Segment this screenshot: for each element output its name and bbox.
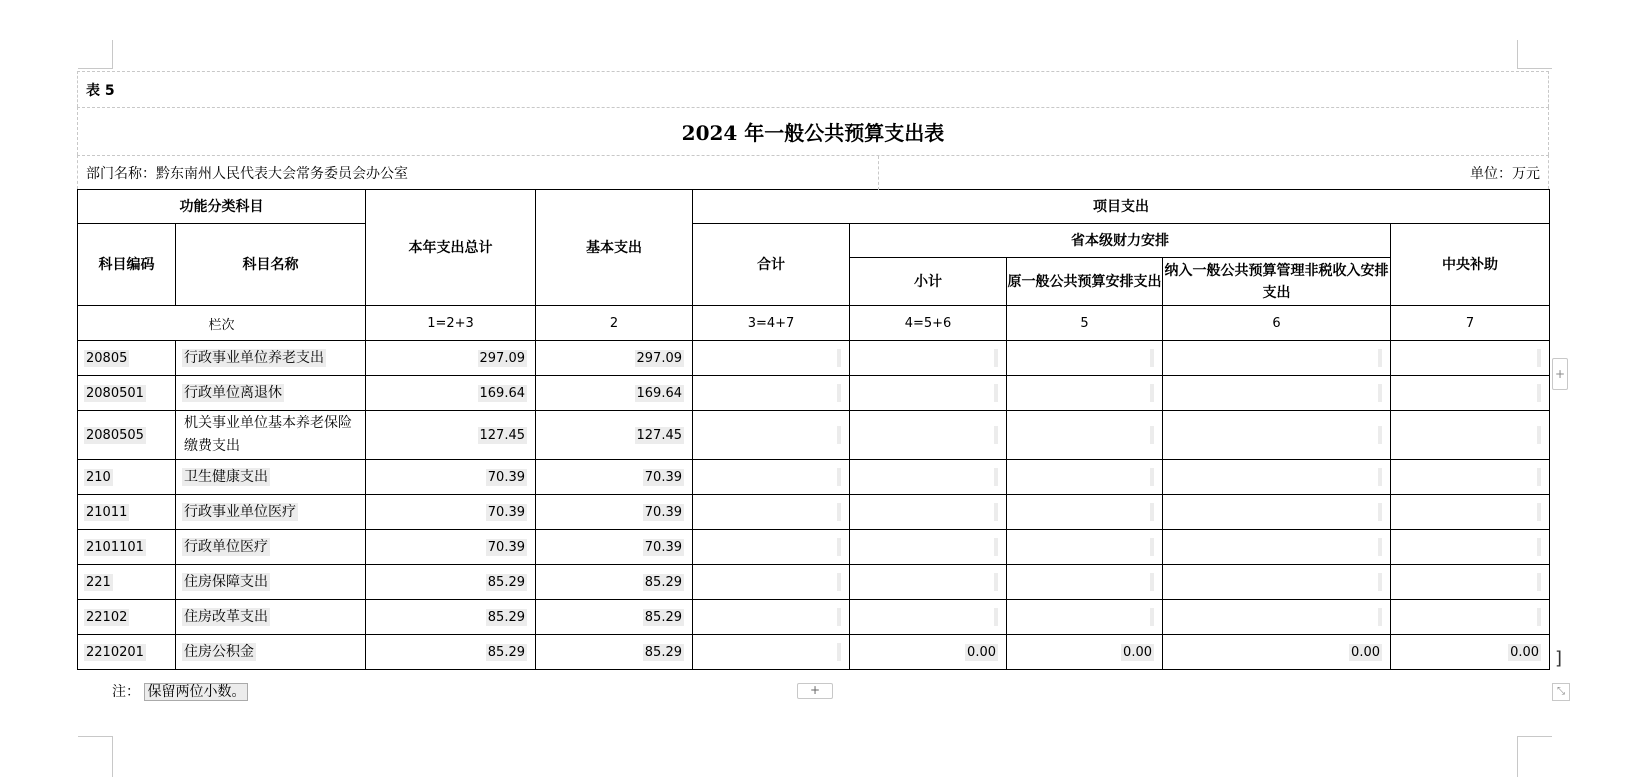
central-value xyxy=(1537,503,1541,521)
index-col: 7 xyxy=(1391,306,1550,341)
sum-value xyxy=(837,349,841,367)
name-text: 住房公积金 xyxy=(184,643,254,660)
cell-basic[interactable] xyxy=(536,376,693,411)
cell-central[interactable] xyxy=(1391,565,1550,600)
central-value xyxy=(1537,538,1541,556)
cell-central[interactable] xyxy=(1391,635,1550,670)
table-row xyxy=(78,341,1550,376)
index-col: 6 xyxy=(1163,306,1391,341)
cell-subtotal[interactable] xyxy=(850,565,1007,600)
table-label: 表 5 xyxy=(77,71,1549,107)
table-row xyxy=(78,530,1550,565)
sum-value xyxy=(837,573,841,591)
basic-value: 70.39 xyxy=(644,539,682,555)
cell-total[interactable] xyxy=(366,341,536,376)
dept-row xyxy=(77,155,1549,189)
nontax-value xyxy=(1378,426,1382,444)
cell-total[interactable] xyxy=(366,411,536,460)
nontax-value: 0.00 xyxy=(1351,644,1380,660)
cell-orig[interactable] xyxy=(1007,495,1163,530)
name-text: 住房保障支出 xyxy=(184,573,268,590)
header-subtotal: 小计 xyxy=(850,258,1007,306)
subtotal-value xyxy=(994,503,998,521)
cell-nontax[interactable] xyxy=(1163,600,1391,635)
cell-code[interactable] xyxy=(78,495,176,530)
basic-value: 85.29 xyxy=(644,644,682,660)
subtotal-value xyxy=(994,349,998,367)
orig-value xyxy=(1150,349,1154,367)
sum-value xyxy=(837,608,841,626)
index-col: 2 xyxy=(536,306,693,341)
code-text: 221 xyxy=(86,574,111,590)
cell-orig[interactable] xyxy=(1007,635,1163,670)
cell-basic[interactable] xyxy=(536,460,693,495)
code-text: 2080501 xyxy=(86,385,144,401)
cell-subtotal[interactable] xyxy=(850,411,1007,460)
cell-subtotal[interactable] xyxy=(850,341,1007,376)
nontax-value xyxy=(1378,538,1382,556)
cell-orig[interactable] xyxy=(1007,530,1163,565)
name-text: 行政单位离退休 xyxy=(184,384,282,401)
cell-code[interactable] xyxy=(78,376,176,411)
cell-sum[interactable] xyxy=(693,460,850,495)
cell-sum[interactable] xyxy=(693,530,850,565)
subtotal-value xyxy=(994,426,998,444)
table-body xyxy=(78,341,1550,670)
add-column-button[interactable]: + xyxy=(1552,358,1568,390)
code-text: 20805 xyxy=(86,350,128,366)
subtotal-value xyxy=(994,573,998,591)
note-text[interactable]: 保留两位小数。 xyxy=(144,683,248,701)
nontax-value xyxy=(1378,608,1382,626)
unit-label: 单位：万元 xyxy=(1470,165,1540,182)
cell-code[interactable] xyxy=(78,565,176,600)
cell-orig[interactable] xyxy=(1007,460,1163,495)
code-text: 21011 xyxy=(86,504,128,520)
code-text: 2210201 xyxy=(86,644,144,660)
header-prov: 省本级财力安排 xyxy=(850,224,1391,258)
basic-value: 70.39 xyxy=(644,469,682,485)
total-value: 70.39 xyxy=(487,539,525,555)
cell-name[interactable] xyxy=(176,635,366,670)
sum-value xyxy=(837,643,841,661)
cell-basic[interactable] xyxy=(536,600,693,635)
nontax-value xyxy=(1378,349,1382,367)
table-resize-icon[interactable]: ⤡ xyxy=(1552,683,1570,701)
cell-name[interactable] xyxy=(176,495,366,530)
cell-total[interactable] xyxy=(366,635,536,670)
cell-central[interactable] xyxy=(1391,460,1550,495)
name-text: 行政事业单位养老支出 xyxy=(184,349,324,366)
central-value xyxy=(1537,468,1541,486)
cell-name[interactable] xyxy=(176,600,366,635)
central-value xyxy=(1537,573,1541,591)
header-project: 项目支出 xyxy=(693,190,1550,224)
total-value: 70.39 xyxy=(487,504,525,520)
nontax-value xyxy=(1378,468,1382,486)
sum-value xyxy=(837,468,841,486)
central-value xyxy=(1537,426,1541,444)
table-row xyxy=(78,376,1550,411)
total-value: 85.29 xyxy=(487,644,525,660)
subtotal-value xyxy=(994,608,998,626)
orig-value xyxy=(1150,426,1154,444)
name-text: 行政事业单位医疗 xyxy=(184,503,296,520)
total-value: 169.64 xyxy=(479,385,525,401)
header-nontax: 纳入一般公共预算管理非税收入安排支出 xyxy=(1163,258,1391,306)
table-row xyxy=(78,600,1550,635)
page-title: 2024 年一般公共预算支出表 xyxy=(77,107,1549,155)
cell-nontax[interactable] xyxy=(1163,530,1391,565)
cell-subtotal[interactable] xyxy=(850,635,1007,670)
cell-total[interactable] xyxy=(366,600,536,635)
index-col: 1=2+3 xyxy=(366,306,536,341)
dept-label: 部门名称：黔东南州人民代表大会常务委员会办公室 xyxy=(86,165,408,182)
orig-value xyxy=(1150,384,1154,402)
table-row xyxy=(78,411,1550,460)
cell-name[interactable] xyxy=(176,341,366,376)
cell-name[interactable] xyxy=(176,530,366,565)
header-sum: 合计 xyxy=(693,224,850,306)
sum-value xyxy=(837,538,841,556)
name-text: 行政单位医疗 xyxy=(184,538,268,555)
cell-orig[interactable] xyxy=(1007,376,1163,411)
cell-total[interactable] xyxy=(366,495,536,530)
add-row-button[interactable]: + xyxy=(797,683,833,699)
dept-divider xyxy=(878,156,879,190)
cell-name[interactable] xyxy=(176,565,366,600)
name-text: 卫生健康支出 xyxy=(184,468,268,485)
sum-value xyxy=(837,503,841,521)
table-row xyxy=(78,565,1550,600)
cell-central[interactable] xyxy=(1391,341,1550,376)
index-label: 栏次 xyxy=(78,306,366,341)
code-text: 210 xyxy=(86,469,111,485)
subtotal-value: 0.00 xyxy=(967,644,996,660)
cell-nontax[interactable] xyxy=(1163,411,1391,460)
cell-nontax[interactable] xyxy=(1163,635,1391,670)
basic-value: 297.09 xyxy=(636,350,682,366)
basic-value: 127.45 xyxy=(636,427,682,443)
cell-nontax[interactable] xyxy=(1163,495,1391,530)
total-value: 85.29 xyxy=(487,609,525,625)
cell-nontax[interactable] xyxy=(1163,376,1391,411)
cell-subtotal[interactable] xyxy=(850,530,1007,565)
cell-subtotal[interactable] xyxy=(850,376,1007,411)
header-total: 本年支出总计 xyxy=(366,190,536,306)
cell-orig[interactable] xyxy=(1007,600,1163,635)
basic-value: 85.29 xyxy=(644,609,682,625)
orig-value xyxy=(1150,538,1154,556)
name-text: 住房改革支出 xyxy=(184,608,268,625)
subtotal-value xyxy=(994,468,998,486)
subtotal-value xyxy=(994,538,998,556)
central-value xyxy=(1537,608,1541,626)
index-col: 4=5+6 xyxy=(850,306,1007,341)
crop-mark-top-left xyxy=(78,40,113,69)
cell-total[interactable] xyxy=(366,376,536,411)
cell-orig[interactable] xyxy=(1007,341,1163,376)
budget-table xyxy=(77,189,1550,670)
cell-sum[interactable] xyxy=(693,600,850,635)
nontax-value xyxy=(1378,384,1382,402)
cell-basic[interactable] xyxy=(536,495,693,530)
header-central: 中央补助 xyxy=(1391,224,1550,306)
note-prefix: 注： xyxy=(112,684,140,700)
header-orig: 原一般公共预算安排支出 xyxy=(1007,258,1163,306)
orig-value xyxy=(1150,608,1154,626)
sum-value xyxy=(837,384,841,402)
total-value: 297.09 xyxy=(479,350,525,366)
cell-sum[interactable] xyxy=(693,341,850,376)
cell-code[interactable] xyxy=(78,341,176,376)
table-row xyxy=(78,460,1550,495)
header-code: 科目编码 xyxy=(78,224,176,306)
document-page xyxy=(77,71,1549,670)
header-func-class: 功能分类科目 xyxy=(78,190,366,224)
cell-orig[interactable] xyxy=(1007,411,1163,460)
cell-nontax[interactable] xyxy=(1163,341,1391,376)
central-value xyxy=(1537,384,1541,402)
cell-sum[interactable] xyxy=(693,376,850,411)
cell-basic[interactable] xyxy=(536,635,693,670)
cell-sum[interactable] xyxy=(693,495,850,530)
cell-total[interactable] xyxy=(366,460,536,495)
cell-name[interactable] xyxy=(176,460,366,495)
sum-value xyxy=(837,426,841,444)
central-value: 0.00 xyxy=(1510,644,1540,660)
cell-basic[interactable] xyxy=(536,341,693,376)
index-col: 5 xyxy=(1007,306,1163,341)
cell-code[interactable] xyxy=(78,600,176,635)
cell-subtotal[interactable] xyxy=(850,600,1007,635)
name-text: 机关事业单位基本养老保险缴费支出 xyxy=(184,415,352,454)
cell-central[interactable] xyxy=(1391,376,1550,411)
cell-orig[interactable] xyxy=(1007,565,1163,600)
cell-sum[interactable] xyxy=(693,635,850,670)
cell-code[interactable] xyxy=(78,635,176,670)
header-basic: 基本支出 xyxy=(536,190,693,306)
header-name: 科目名称 xyxy=(176,224,366,306)
cell-nontax[interactable] xyxy=(1163,565,1391,600)
crop-mark-bottom-right xyxy=(1517,736,1552,777)
orig-value: 0.00 xyxy=(1123,644,1152,660)
orig-value xyxy=(1150,468,1154,486)
cell-central[interactable] xyxy=(1391,495,1550,530)
total-value: 70.39 xyxy=(487,469,525,485)
orig-value xyxy=(1150,503,1154,521)
code-text: 22102 xyxy=(86,609,128,625)
crop-mark-top-right xyxy=(1517,40,1552,69)
cell-nontax[interactable] xyxy=(1163,460,1391,495)
basic-value: 85.29 xyxy=(644,574,682,590)
crop-mark-bottom-left xyxy=(78,736,113,777)
cell-name[interactable] xyxy=(176,376,366,411)
basic-value: 70.39 xyxy=(644,504,682,520)
cell-name[interactable] xyxy=(176,411,366,460)
table-note xyxy=(112,681,248,701)
basic-value: 169.64 xyxy=(636,385,682,401)
cell-code[interactable] xyxy=(78,460,176,495)
table-row xyxy=(78,495,1550,530)
orig-value xyxy=(1150,573,1154,591)
bracket-mark: ] xyxy=(1555,648,1563,669)
index-row xyxy=(78,306,1550,341)
cell-code[interactable] xyxy=(78,411,176,460)
cell-sum[interactable] xyxy=(693,565,850,600)
cell-subtotal[interactable] xyxy=(850,495,1007,530)
cell-central[interactable] xyxy=(1391,530,1550,565)
subtotal-value xyxy=(994,384,998,402)
central-value xyxy=(1537,349,1541,367)
cell-total[interactable] xyxy=(366,565,536,600)
code-text: 2080505 xyxy=(86,427,144,443)
nontax-value xyxy=(1378,503,1382,521)
total-value: 85.29 xyxy=(487,574,525,590)
cell-subtotal[interactable] xyxy=(850,460,1007,495)
cell-sum[interactable] xyxy=(693,411,850,460)
cell-central[interactable] xyxy=(1391,411,1550,460)
table-row xyxy=(78,635,1550,670)
total-value: 127.45 xyxy=(479,427,525,443)
cell-total[interactable] xyxy=(366,530,536,565)
code-text: 2101101 xyxy=(86,539,144,555)
index-col: 3=4+7 xyxy=(693,306,850,341)
cell-code[interactable] xyxy=(78,530,176,565)
cell-central[interactable] xyxy=(1391,600,1550,635)
cell-basic[interactable] xyxy=(536,411,693,460)
header-row-2 xyxy=(78,224,1550,258)
cell-basic[interactable] xyxy=(536,565,693,600)
nontax-value xyxy=(1378,573,1382,591)
header-row-1 xyxy=(78,190,1550,224)
cell-basic[interactable] xyxy=(536,530,693,565)
